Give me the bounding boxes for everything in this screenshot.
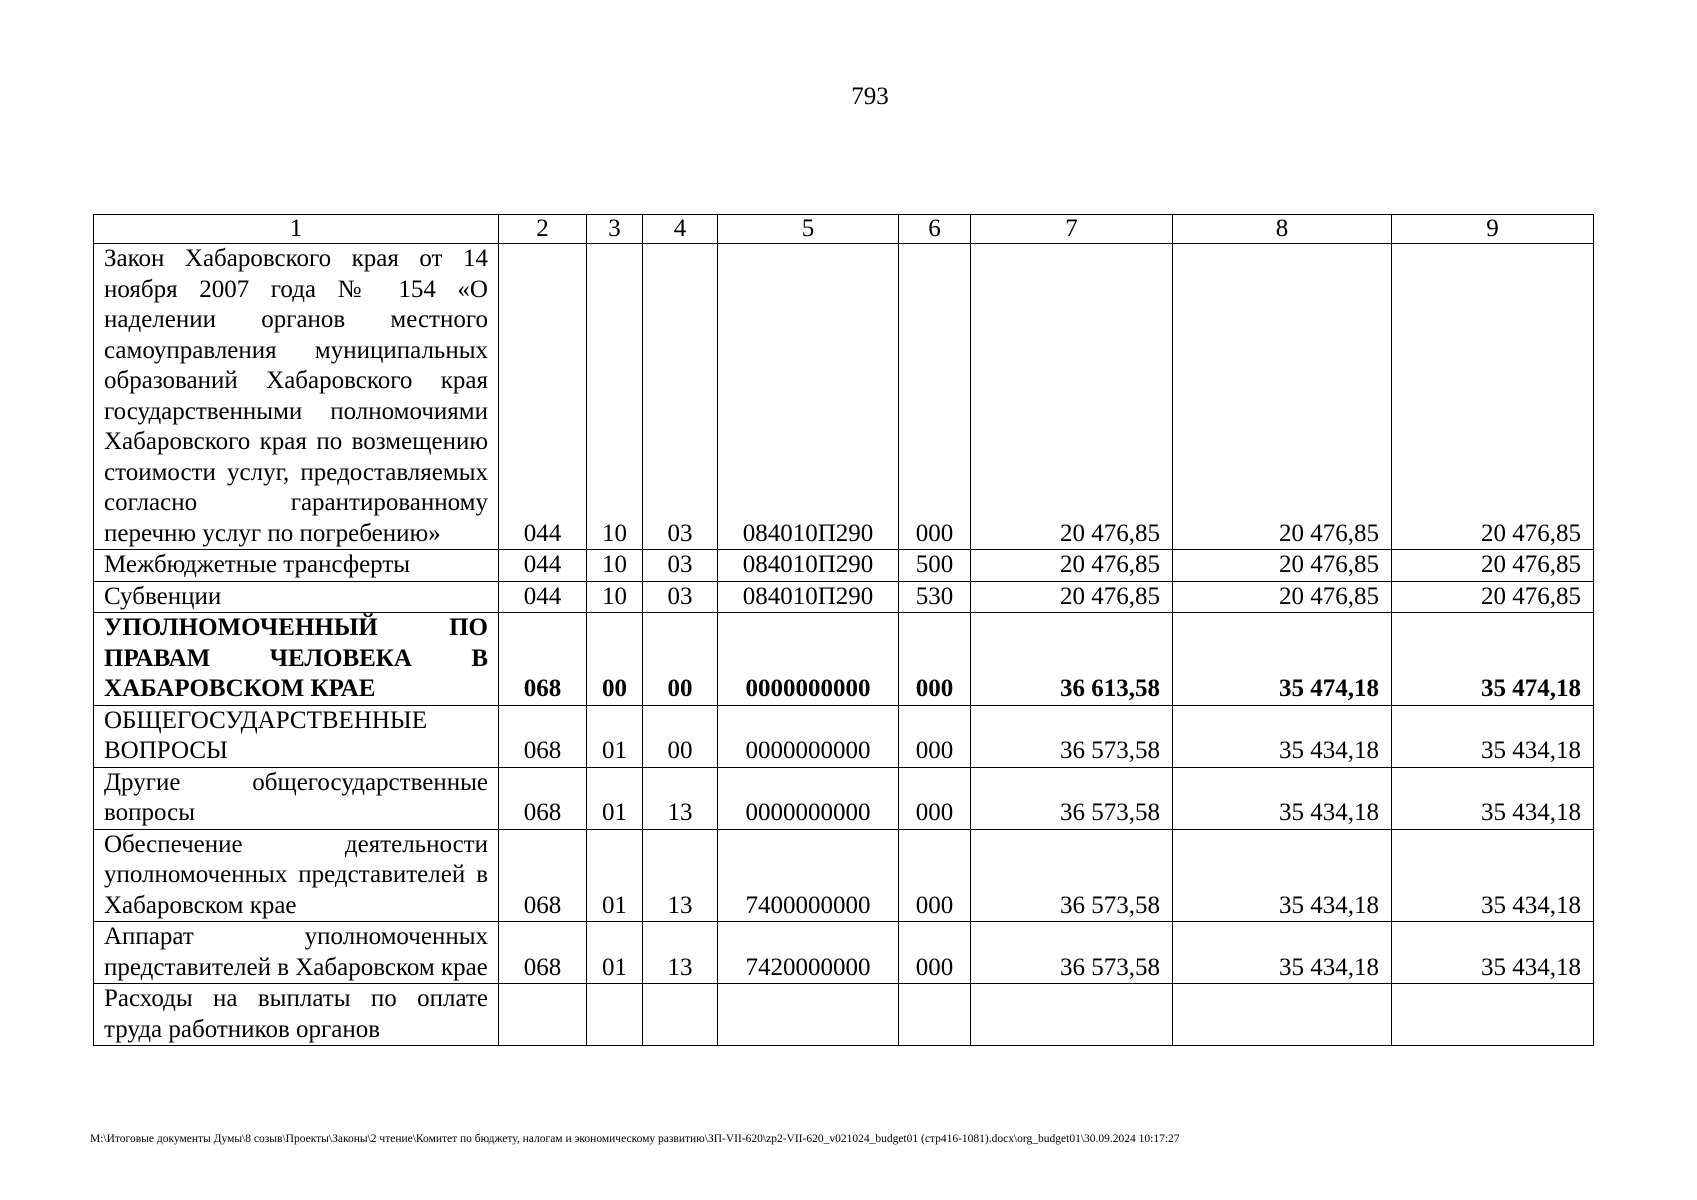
section-code: 10 bbox=[587, 581, 643, 613]
column-number-3: 3 bbox=[587, 215, 643, 244]
column-number-7: 7 bbox=[971, 215, 1173, 244]
amount-column-9: 35 434,18 bbox=[1392, 767, 1594, 829]
row-name: Закон Хабаровского края от 14 ноября 2007 года № 154 «О наделении органов местного самоуправления муниципальных образований Хабаровского края государственными полномочиями Хабаровского края по возмещению стоимости услуг, предоставляемых согласно гарантированному перечню услуг по погребению» bbox=[94, 244, 499, 550]
section-code: 01 bbox=[587, 767, 643, 829]
column-number-6: 6 bbox=[899, 215, 971, 244]
expense-type-code: 000 bbox=[899, 244, 971, 550]
subsection-code: 03 bbox=[643, 244, 718, 550]
ministry-code: 068 bbox=[499, 922, 587, 984]
ministry-code bbox=[499, 984, 587, 1046]
amount-column-7: 20 476,85 bbox=[971, 581, 1173, 613]
target-article-code bbox=[718, 984, 899, 1046]
table-row bbox=[94, 244, 1594, 550]
ministry-code: 044 bbox=[499, 550, 587, 582]
table-row bbox=[94, 550, 1594, 582]
row-name: Другие общегосударственные вопросы bbox=[94, 767, 499, 829]
subsection-code: 13 bbox=[643, 922, 718, 984]
amount-column-9: 20 476,85 bbox=[1392, 550, 1594, 582]
budget-table bbox=[93, 214, 1594, 1046]
section-code: 01 bbox=[587, 829, 643, 922]
table-row bbox=[94, 829, 1594, 922]
amount-column-9: 35 434,18 bbox=[1392, 829, 1594, 922]
expense-type-code: 000 bbox=[899, 922, 971, 984]
amount-column-8: 35 434,18 bbox=[1173, 705, 1392, 767]
column-number-2: 2 bbox=[499, 215, 587, 244]
expense-type-code bbox=[899, 984, 971, 1046]
target-article-code: 084010П290 bbox=[718, 244, 899, 550]
page-number: 793 bbox=[851, 83, 889, 110]
amount-column-9: 35 434,18 bbox=[1392, 922, 1594, 984]
target-article-code: 0000000000 bbox=[718, 705, 899, 767]
target-article-code: 084010П290 bbox=[718, 581, 899, 613]
footer-file-path: М:\Итоговые документы Думы\8 созыв\Проекты\Законы\2 чтение\Комитет по бюджету, налогам и экономическому развитию\ЗП-VII-620\zp2-VII-620_v021024_budget01 (стр416-1081).docx\org_budget01\30.09.2024 10:17:27 bbox=[90, 1133, 1180, 1145]
amount-column-8: 35 434,18 bbox=[1173, 829, 1392, 922]
subsection-code: 13 bbox=[643, 767, 718, 829]
column-number-5: 5 bbox=[718, 215, 899, 244]
column-number-4: 4 bbox=[643, 215, 718, 244]
table-row bbox=[94, 705, 1594, 767]
row-name: Субвенции bbox=[94, 581, 499, 613]
row-name: УПОЛНОМОЧЕННЫЙ ПО ПРАВАМ ЧЕЛОВЕКА В ХАБАРОВСКОМ КРАЕ bbox=[94, 613, 499, 706]
subsection-code: 03 bbox=[643, 581, 718, 613]
amount-column-8: 35 434,18 bbox=[1173, 922, 1392, 984]
amount-column-7: 20 476,85 bbox=[971, 244, 1173, 550]
expense-type-code: 000 bbox=[899, 829, 971, 922]
amount-column-8: 20 476,85 bbox=[1173, 244, 1392, 550]
amount-column-7: 20 476,85 bbox=[971, 550, 1173, 582]
target-article-code: 7400000000 bbox=[718, 829, 899, 922]
section-code: 10 bbox=[587, 244, 643, 550]
amount-column-7: 36 573,58 bbox=[971, 829, 1173, 922]
ministry-code: 044 bbox=[499, 581, 587, 613]
row-name: Аппарат уполномоченных представителей в Хабаровском крае bbox=[94, 922, 499, 984]
table-header-row bbox=[94, 215, 1594, 244]
amount-column-7 bbox=[971, 984, 1173, 1046]
amount-column-7: 36 573,58 bbox=[971, 767, 1173, 829]
amount-column-7: 36 573,58 bbox=[971, 705, 1173, 767]
row-name: ОБЩЕГОСУДАРСТВЕННЫЕ ВОПРОСЫ bbox=[94, 705, 499, 767]
amount-column-9: 20 476,85 bbox=[1392, 581, 1594, 613]
amount-column-8 bbox=[1173, 984, 1392, 1046]
row-name: Межбюджетные трансферты bbox=[94, 550, 499, 582]
ministry-code: 068 bbox=[499, 613, 587, 706]
amount-column-9 bbox=[1392, 984, 1594, 1046]
expense-type-code: 000 bbox=[899, 767, 971, 829]
table-row bbox=[94, 767, 1594, 829]
row-name: Обеспечение деятельности уполномоченных представителей в Хабаровском крае bbox=[94, 829, 499, 922]
column-number-1: 1 bbox=[94, 215, 499, 244]
table-row bbox=[94, 581, 1594, 613]
target-article-code: 7420000000 bbox=[718, 922, 899, 984]
subsection-code: 00 bbox=[643, 705, 718, 767]
subsection-code: 13 bbox=[643, 829, 718, 922]
amount-column-8: 35 434,18 bbox=[1173, 767, 1392, 829]
subsection-code bbox=[643, 984, 718, 1046]
column-number-8: 8 bbox=[1173, 215, 1392, 244]
table-row bbox=[94, 984, 1594, 1046]
section-code: 10 bbox=[587, 550, 643, 582]
expense-type-code: 000 bbox=[899, 613, 971, 706]
section-code bbox=[587, 984, 643, 1046]
amount-column-9: 35 434,18 bbox=[1392, 705, 1594, 767]
ministry-code: 068 bbox=[499, 829, 587, 922]
table-row bbox=[94, 922, 1594, 984]
ministry-code: 068 bbox=[499, 705, 587, 767]
column-number-9: 9 bbox=[1392, 215, 1594, 244]
section-code: 00 bbox=[587, 613, 643, 706]
target-article-code: 0000000000 bbox=[718, 767, 899, 829]
subsection-code: 00 bbox=[643, 613, 718, 706]
amount-column-8: 35 474,18 bbox=[1173, 613, 1392, 706]
row-name: Расходы на выплаты по оплате труда работников органов bbox=[94, 984, 499, 1046]
amount-column-8: 20 476,85 bbox=[1173, 550, 1392, 582]
subsection-code: 03 bbox=[643, 550, 718, 582]
expense-type-code: 000 bbox=[899, 705, 971, 767]
expense-type-code: 500 bbox=[899, 550, 971, 582]
expense-type-code: 530 bbox=[899, 581, 971, 613]
section-code: 01 bbox=[587, 705, 643, 767]
table-row bbox=[94, 613, 1594, 706]
target-article-code: 084010П290 bbox=[718, 550, 899, 582]
ministry-code: 068 bbox=[499, 767, 587, 829]
ministry-code: 044 bbox=[499, 244, 587, 550]
amount-column-9: 20 476,85 bbox=[1392, 244, 1594, 550]
amount-column-7: 36 613,58 bbox=[971, 613, 1173, 706]
section-code: 01 bbox=[587, 922, 643, 984]
amount-column-7: 36 573,58 bbox=[971, 922, 1173, 984]
target-article-code: 0000000000 bbox=[718, 613, 899, 706]
amount-column-8: 20 476,85 bbox=[1173, 581, 1392, 613]
amount-column-9: 35 474,18 bbox=[1392, 613, 1594, 706]
